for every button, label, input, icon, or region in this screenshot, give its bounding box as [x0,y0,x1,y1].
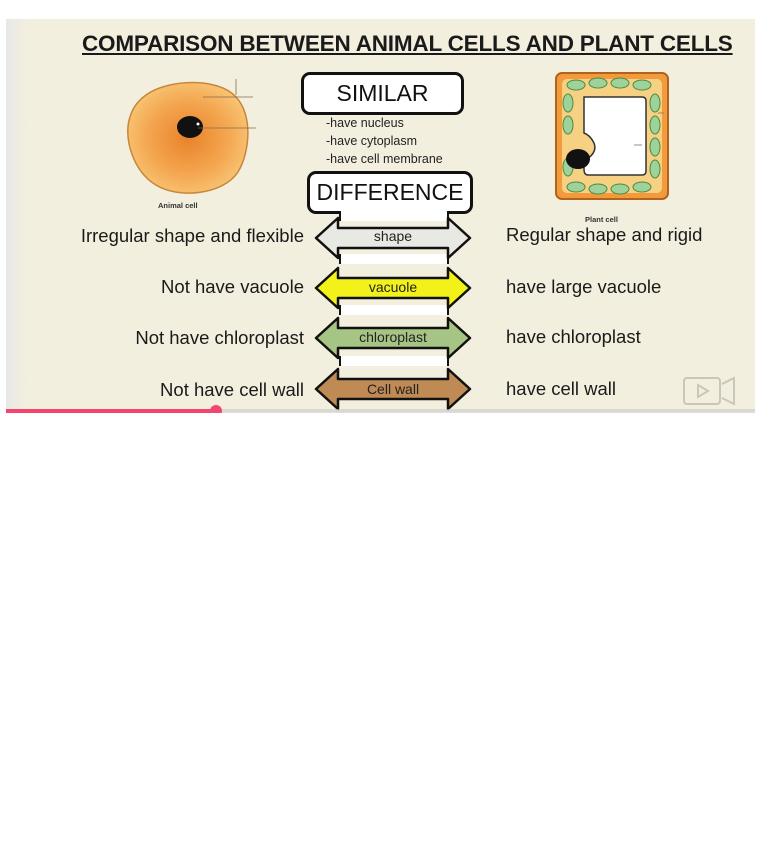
similar-item: -have cell membrane [326,152,443,166]
row-animal-trait: Not have vacuole [161,276,304,297]
arrow-label: chloroplast [359,329,427,345]
row-animal-trait: Irregular shape and flexible [80,225,304,246]
similar-list [326,114,443,168]
plant-cell-label: Plant cell [585,215,618,224]
row-plant-trait: have large vacuole [506,276,662,297]
row-animal-trait: Not have cell wall [160,379,304,400]
animal-cell-illustration [118,77,268,207]
similar-item: -have cytoplasm [326,134,418,148]
similar-item: -have nucleus [326,116,404,130]
slide-left-edge [6,19,28,412]
row-plant-trait: have cell wall [506,378,617,399]
row-plant-trait: Regular shape and rigid [506,224,703,245]
arrow-label: shape [373,228,413,244]
row-plant-trait: have chloroplast [506,326,641,347]
video-camera-icon [682,374,736,408]
video-player[interactable] [6,19,755,412]
similar-heading-box: SIMILAR [301,72,464,115]
row-animal-trait: Not have chloroplast [135,327,304,348]
blank-area [0,413,768,866]
difference-heading-box: DIFFERENCE [307,171,473,214]
plant-cell-illustration [554,69,674,217]
slide-title: COMPARISON BETWEEN ANIMAL CELLS AND PLANT CELLS [82,31,733,56]
arrow-label: Cell wall [366,381,420,397]
arrow-label: vacuole [368,279,418,295]
animal-cell-label: Animal cell [158,201,198,210]
